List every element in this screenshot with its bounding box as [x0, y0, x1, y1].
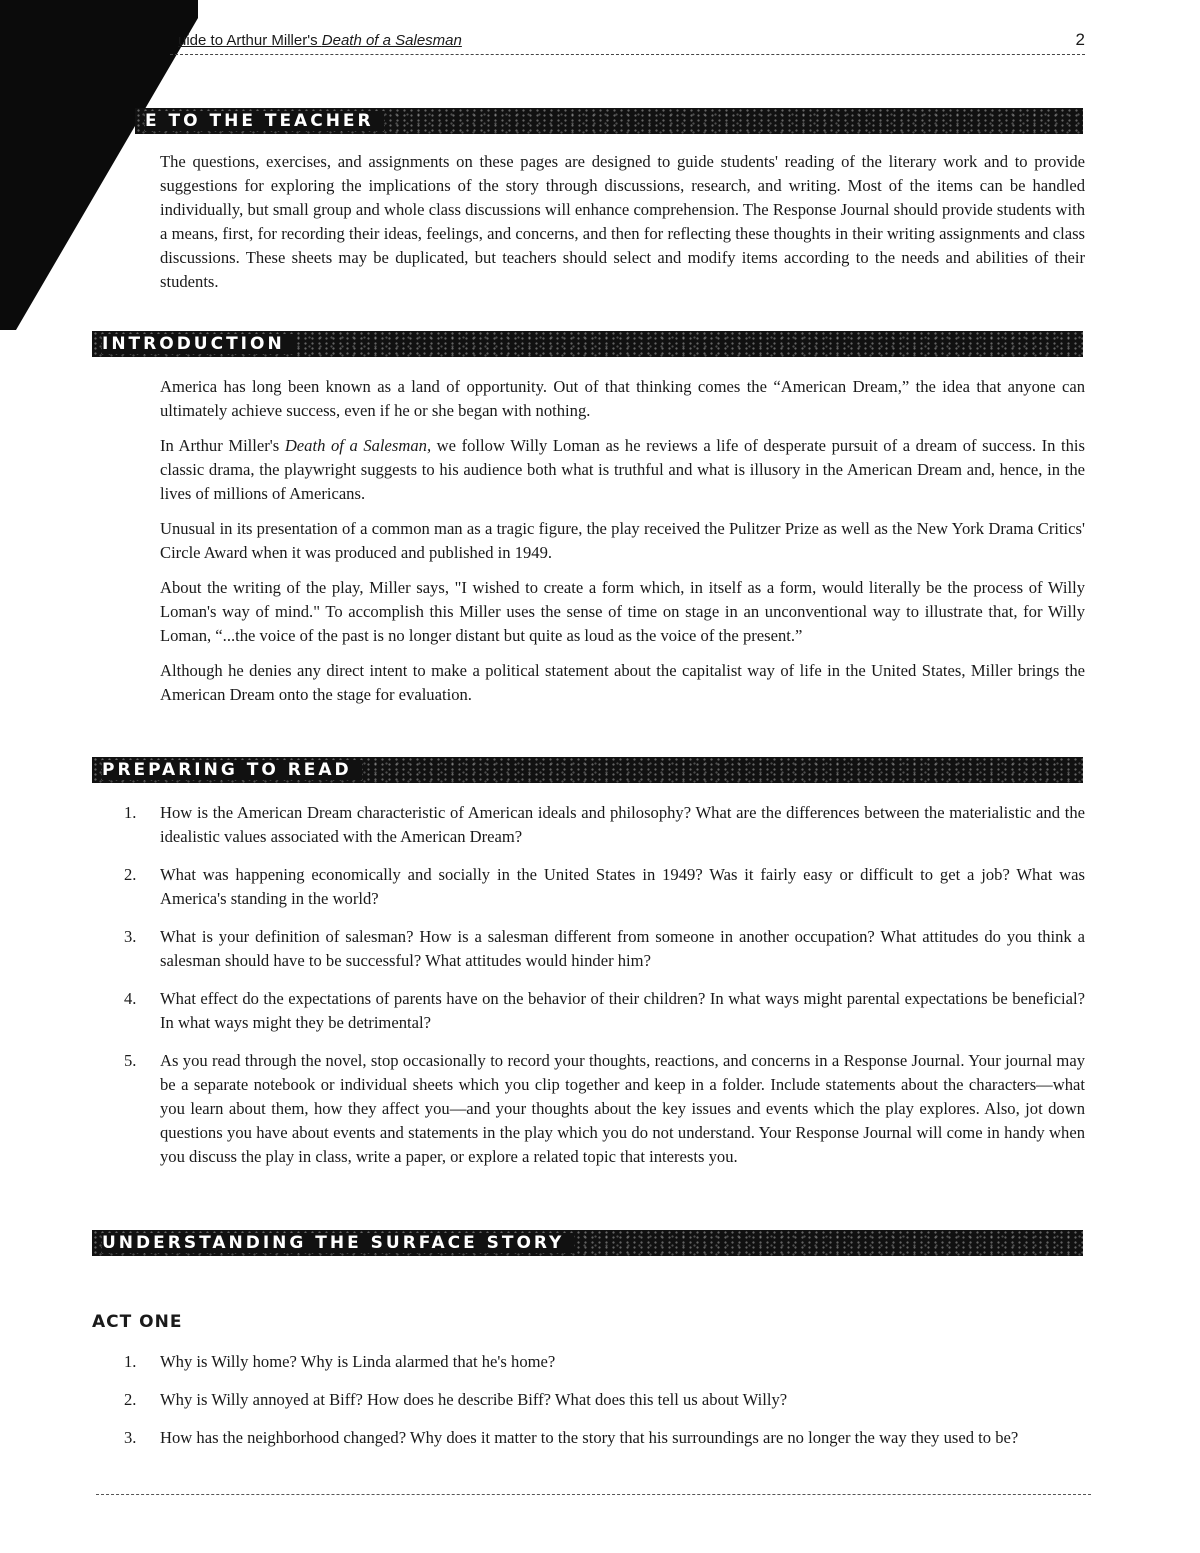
- list-item: 2. What was happening economically and socially in the United States in 1949? Was it fairly easy or difficult to get a job? What was America's standing in the world?: [124, 865, 1085, 908]
- intro-paragraph-4: About the writing of the play, Miller says, "I wished to create a form which, in itself as a form, would literally be the process of Willy Loman's way of mind." To accomplish this Miller uses the sense of time on stage in an unconventional way to illustrate that, for Willy Loman, “...the voice of the past is no longer distant but quite as loud as the voice of the present.”: [160, 578, 1085, 645]
- header-title: uide to Arthur Miller's Death of a Salesman: [178, 32, 462, 49]
- list-item: 3. How has the neighborhood changed? Why does it matter to the story that his surroundings are no longer the way they used to be?: [124, 1428, 1019, 1447]
- section-bar-teacher: [135, 108, 1083, 134]
- intro-paragraph-5: Although he denies any direct intent to make a political statement about the capitalist way of life in the United States, Miller brings the American Dream onto the stage for evaluation.: [160, 661, 1085, 704]
- section-heading-preparing: PREPARING TO READ: [102, 760, 362, 780]
- intro-paragraph-2: In Arthur Miller's Death of a Salesman, we follow Willy Loman as he reviews a life of desperate pursuit of a dream of success. In this classic drama, the playwright suggests to his audience both what is truthful and what is illusory in the American Dream and, hence, in the lives of millions of Americans.: [160, 436, 1085, 503]
- intro-paragraph-1: America has long been known as a land of opportunity. Out of that thinking comes the “American Dream,” the idea that anyone can ultimately achieve success, even if he or she began with nothing.: [160, 377, 1085, 420]
- teacher-note: [160, 150, 1085, 305]
- list-item: 1. How is the American Dream characteristic of American ideals and philosophy? What are the differences between the materialistic and the idealistic values associated with the American Dream?: [124, 803, 1085, 846]
- section-heading-surface: UNDERSTANDING THE SURFACE STORY: [102, 1233, 574, 1253]
- running-header: [170, 28, 1085, 55]
- teacher-paragraph: The questions, exercises, and assignments on these pages are designed to guide students' reading of the literary work and to provide suggestions for exploring the implications of the story through discussions, research, and writing. Most of the items can be handled individually, but small group and whole class discussions will enhance comprehension. The Response Journal should provide students with a means, first, for recording their ideas, feelings, and concerns, and then for reflecting these thoughts in their writing assignments and class discussions. These sheets may be duplicated, but teachers should select and modify items according to the needs and abilities of their students.: [160, 152, 1085, 291]
- intro-paragraph-3: Unusual in its presentation of a common man as a tragic figure, the play received the Pulitzer Prize as well as the New York Drama Critics' Circle Award when it was produced and published in 1949.: [160, 519, 1085, 562]
- play-title: Death of a Salesman,: [284, 436, 432, 455]
- list-item: 5. As you read through the novel, stop occasionally to record your thoughts, reactions, and concerns in a Response Journal. Your journal may be a separate notebook or individual sheets which you clip together and keep in a folder. Include statements about the characters—what you learn about them, how they affect you—and your thoughts about the key issues and events which the play explores. Also, jot down questions you have about events and statements in the play which you do not understand. Your Response Journal will come in handy when you discuss the play in class, write a paper, or explore a related topic that interests you.: [124, 1051, 1085, 1166]
- list-item: 3. What is your definition of salesman? How is a salesman different from someone in another occupation? What attitudes do you think a salesman should have to be successful? What attitudes would hinder him?: [124, 927, 1085, 970]
- list-item: 1. Why is Willy home? Why is Linda alarmed that he's home?: [124, 1352, 556, 1371]
- act-one-label: ACT ONE: [92, 1312, 183, 1332]
- list-item: 4. What effect do the expectations of parents have on the behavior of their children? In what ways might parental expectations be beneficial? In what ways might they be detrimental?: [124, 989, 1085, 1032]
- page-number: 2: [1075, 30, 1085, 49]
- list-item: 2. Why is Willy annoyed at Biff? How does he describe Biff? What does this tell us about Willy?: [124, 1390, 788, 1409]
- section-bar-introduction: [92, 331, 1083, 357]
- preparing-body: [124, 801, 1085, 1183]
- section-heading-introduction: INTRODUCTION: [102, 334, 295, 354]
- surface-body: [124, 1350, 1085, 1464]
- act-one-questions: [124, 1350, 1085, 1450]
- section-heading-teacher: E TO THE TEACHER: [145, 111, 384, 131]
- section-bar-preparing: [92, 757, 1083, 783]
- preparing-questions: [124, 801, 1085, 1169]
- footer-rule: [96, 1494, 1091, 1495]
- section-bar-surface: [92, 1230, 1083, 1256]
- introduction-body: [160, 375, 1085, 718]
